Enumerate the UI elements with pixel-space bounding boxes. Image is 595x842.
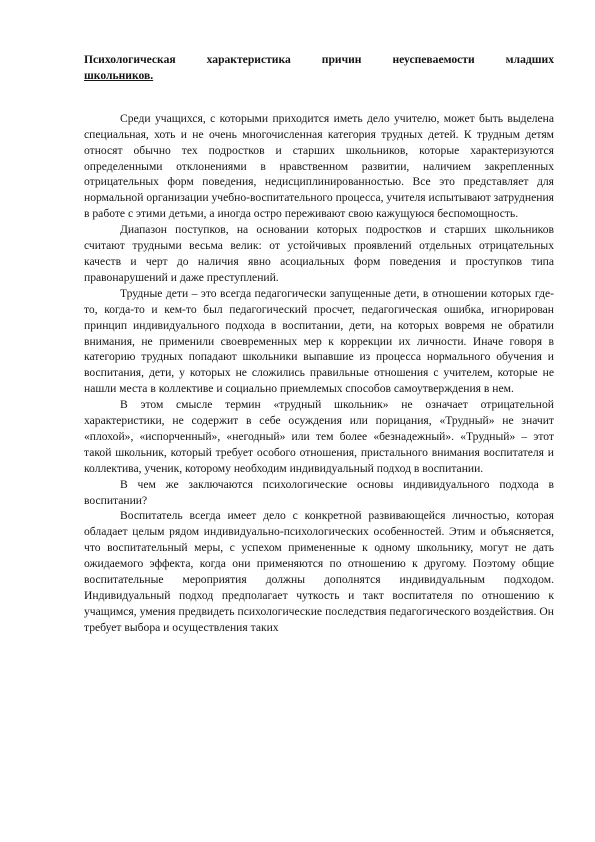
document-body: [84, 52, 554, 636]
paragraph-5: В чем же заключаются психологические основы индивидуального подхода в воспитании?: [84, 477, 554, 507]
paragraph-1: Среди учащихся, с которыми приходится иметь дело учителю, может быть выделена специальная, хоть и не очень многочисленная категория трудных детей. К трудным детям относят обычно тех подростков и старших школьников, которые характеризуются определенными отклонениями в нравственном развитии, наличием закрепленных отрицательных форм поведения, недисциплинированностью. Все это представляет для нормальной организации учебно-воспитательного процесса, учителя испытывают затруднения в работе с этими детьми, а иногда остро переживают свою кажущуюся беспомощность.: [84, 111, 554, 221]
paragraph-2: Диапазон поступков, на основании которых подростков и старших школьников считают трудными весьма велик: от устойчивых проявлений отдельных отрицательных качеств и черт до наличия явно асоциальных форм поведения и проступков типа правонарушений и даже преступлений.: [84, 223, 554, 284]
title-line-1: Психологическая характеристика причин неуспеваемости младших: [84, 53, 554, 66]
paragraph-6: Воспитатель всегда имеет дело с конкретной развивающейся личностью, которая обладает целым рядом индивидуально-психологических особенностей. Этим и объясняется, что воспитательный меры, с успехом примененные к одному школьнику, могут не дать ожидаемого эффекта, когда они применяются по отношению к другому. Поэтому общие воспитательные мероприятия должны дополнятся индивидуальным подходом. Индивидуальный подход предполагает чуткость и такт воспитателя по отношению к учащимся, умения предвидеть психологические последствия педагогического воздействия. Он требует выбора и осуществления таких: [84, 509, 554, 634]
paragraph-3: Трудные дети – это всегда педагогически запущенные дети, в отношении которых где-то, когда-то и кем-то был педагогический просчет, педагогическая ошибка, игнорирован принцип индивидуального подхода в воспитании, дети, на которых вовремя не обратили внимания, не применили своевременных мер к коррекции их личности. Иначе говоря в категорию трудных попадают школьники выпавшие из процесса нормального обучения и воспитания, дети, у которых не сложились правильные отношения с учителем, которые не нашли места в коллективе и социально приемлемых способов самоутверждения в нем.: [84, 286, 554, 396]
document-title: [84, 52, 554, 84]
paragraph-4: В этом смысле термин «трудный школьник» не означает отрицательной характеристики, не содержит в себе осуждения или порицания, «Трудный» не значит «плохой», «испорченный», «негодный» или тем более «безнадежный». «Трудный» – этот такой школьник, который требует особого отношения, пристального внимания воспитателя и коллектива, ученик, которому необходим индивидуальный подход в воспитании.: [84, 398, 554, 475]
title-line-2: школьников.: [84, 68, 154, 82]
